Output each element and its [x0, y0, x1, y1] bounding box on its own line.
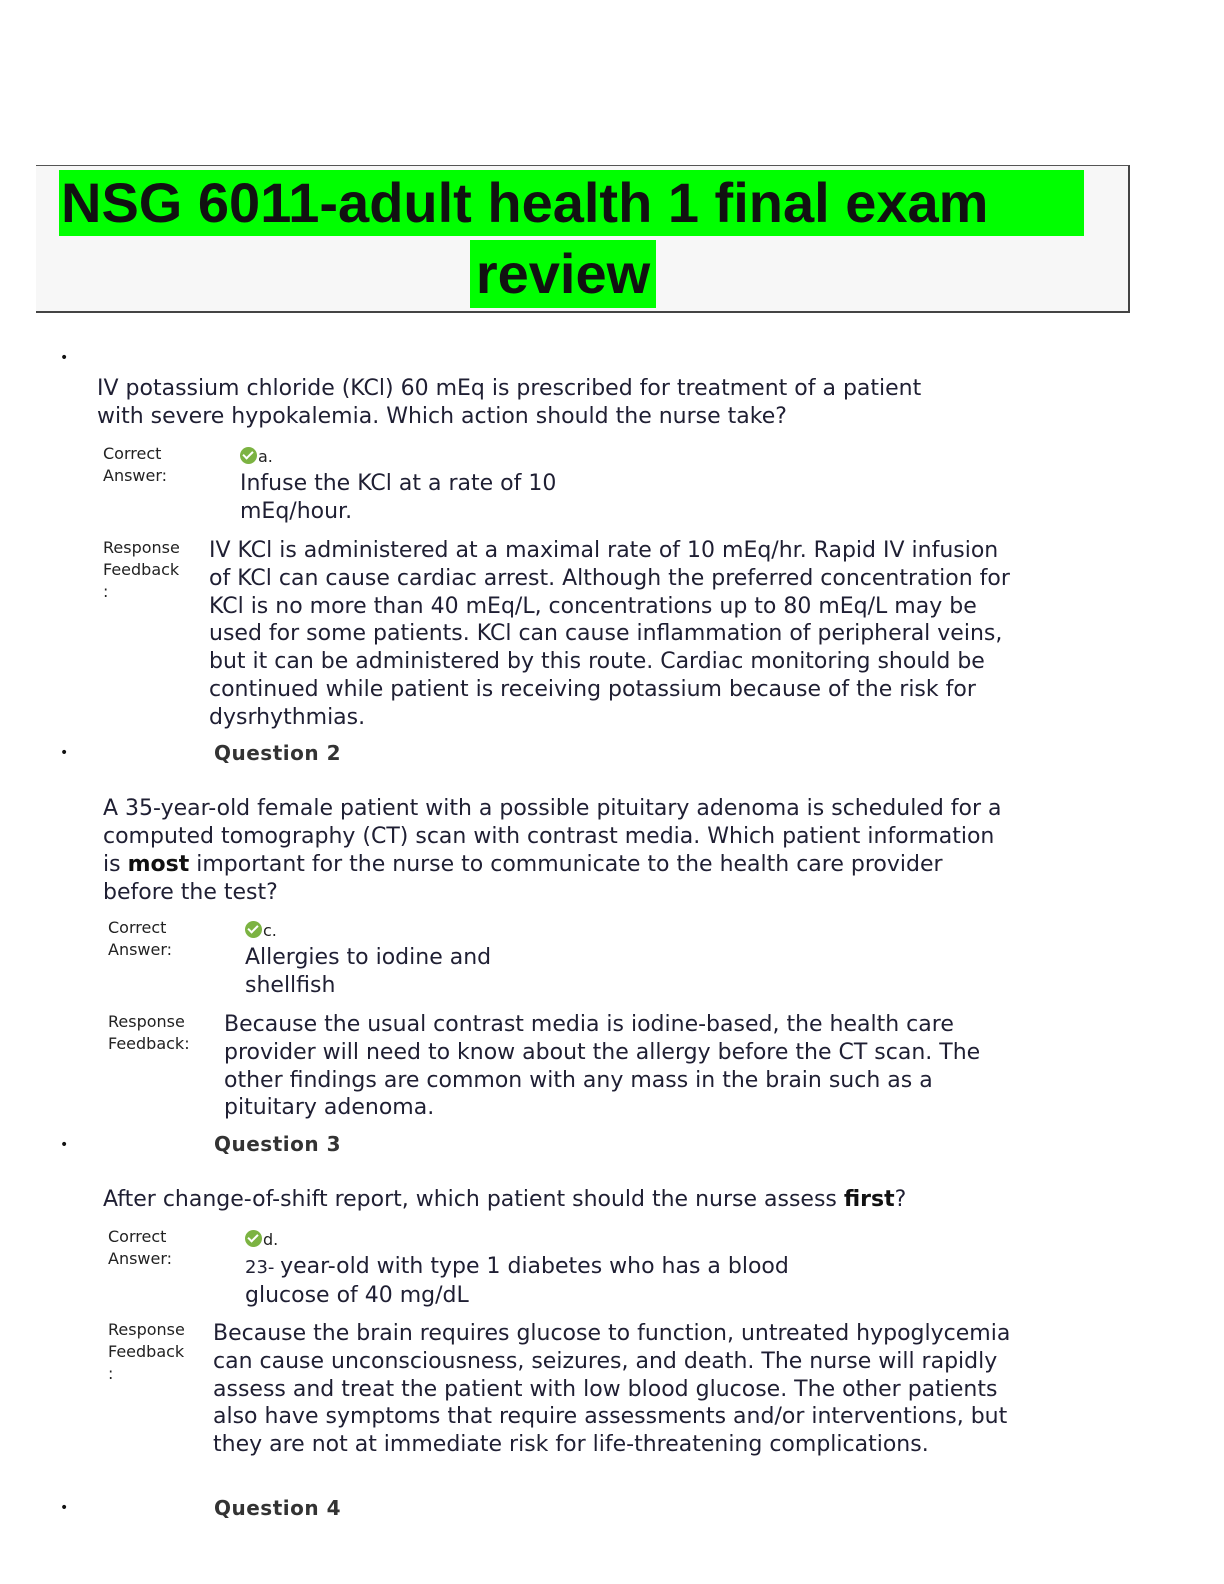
bullet-point: • [60, 1137, 69, 1153]
check-icon [245, 1230, 262, 1247]
correct-answer-label: Correct Answer: [103, 444, 168, 485]
question-3-text: After change-of-shift report, which patient should the nurse assess first? [103, 1187, 907, 1212]
question-2-text: A 35-year-old female patient with a possible pituitary adenoma is scheduled for a computed tomography (CT) scan with contrast media. Which patient information is most important for the nurse to communicate to the health care provider before the test? [103, 796, 1002, 905]
document-title-continued: review [470, 240, 656, 308]
correct-answer-label: Correct Answer: [108, 918, 173, 959]
question-1-answer-text: Infuse the KCl at a rate of 10 mEq/hour. [240, 471, 557, 524]
question-2-heading: Question 2 [214, 741, 341, 765]
answer-letter: a. [258, 447, 273, 466]
question-2-answer-text: Allergies to iodine and shellfish [245, 945, 492, 998]
question-1-answer-marker [240, 447, 273, 466]
check-icon [245, 921, 262, 938]
question-4-heading: Question 4 [214, 1496, 341, 1520]
response-feedback-label: Response Feedback: [108, 1012, 190, 1053]
question-1-text: IV potassium chloride (KCl) 60 mEq is prescribed for treatment of a patient with severe hypokalemia. Which action should the nurse take? [97, 376, 922, 429]
question-2-feedback: Because the usual contrast media is iodine-based, the health care provider will need to know about the allergy before the CT scan. The other findings are common with any mass in the brain such as a pituitary adenoma. [224, 1012, 981, 1121]
question-2-answer-marker [245, 921, 277, 940]
answer-letter: c. [263, 921, 277, 940]
response-feedback-label: Response Feedback : [108, 1320, 185, 1383]
question-3-answer-marker [245, 1230, 278, 1249]
check-icon [240, 447, 257, 464]
response-feedback-label: Response Feedback : [103, 538, 180, 601]
bullet-point: • [60, 745, 69, 761]
question-1-feedback: IV KCl is administered at a maximal rate of 10 mEq/hr. Rapid IV infusion of KCl can cause cardiac arrest. Although the preferred concentration for KCl is no more than 40 mEq/L, concentrations up to 80 mEq/L may be used for some patients. KCl can cause inflammation of peripheral veins, but it can be administered by this route. Cardiac monitoring should be continued while patient is receiving potassium because of the risk for dysrhythmias. [209, 538, 1010, 730]
question-3-feedback: Because the brain requires glucose to function, untreated hypoglycemia can cause unconsciousness, seizures, and death. The nurse will rapidly assess and treat the patient with low blood glucose. The other patients also have symptoms that require assessments and/or interventions, but they are not at immediate risk for life-threatening complications. [213, 1321, 1011, 1458]
bullet-point: • [60, 1500, 69, 1516]
correct-answer-label: Correct Answer: [108, 1227, 173, 1268]
answer-letter: d. [263, 1230, 279, 1249]
question-3-heading: Question 3 [214, 1132, 341, 1156]
document-title: NSG 6011-adult health 1 final exam [59, 170, 1084, 236]
bullet-point: • [60, 350, 69, 366]
question-3-answer-text: 23- year-old with type 1 diabetes who has a blood glucose of 40 mg/dL [245, 1254, 789, 1308]
